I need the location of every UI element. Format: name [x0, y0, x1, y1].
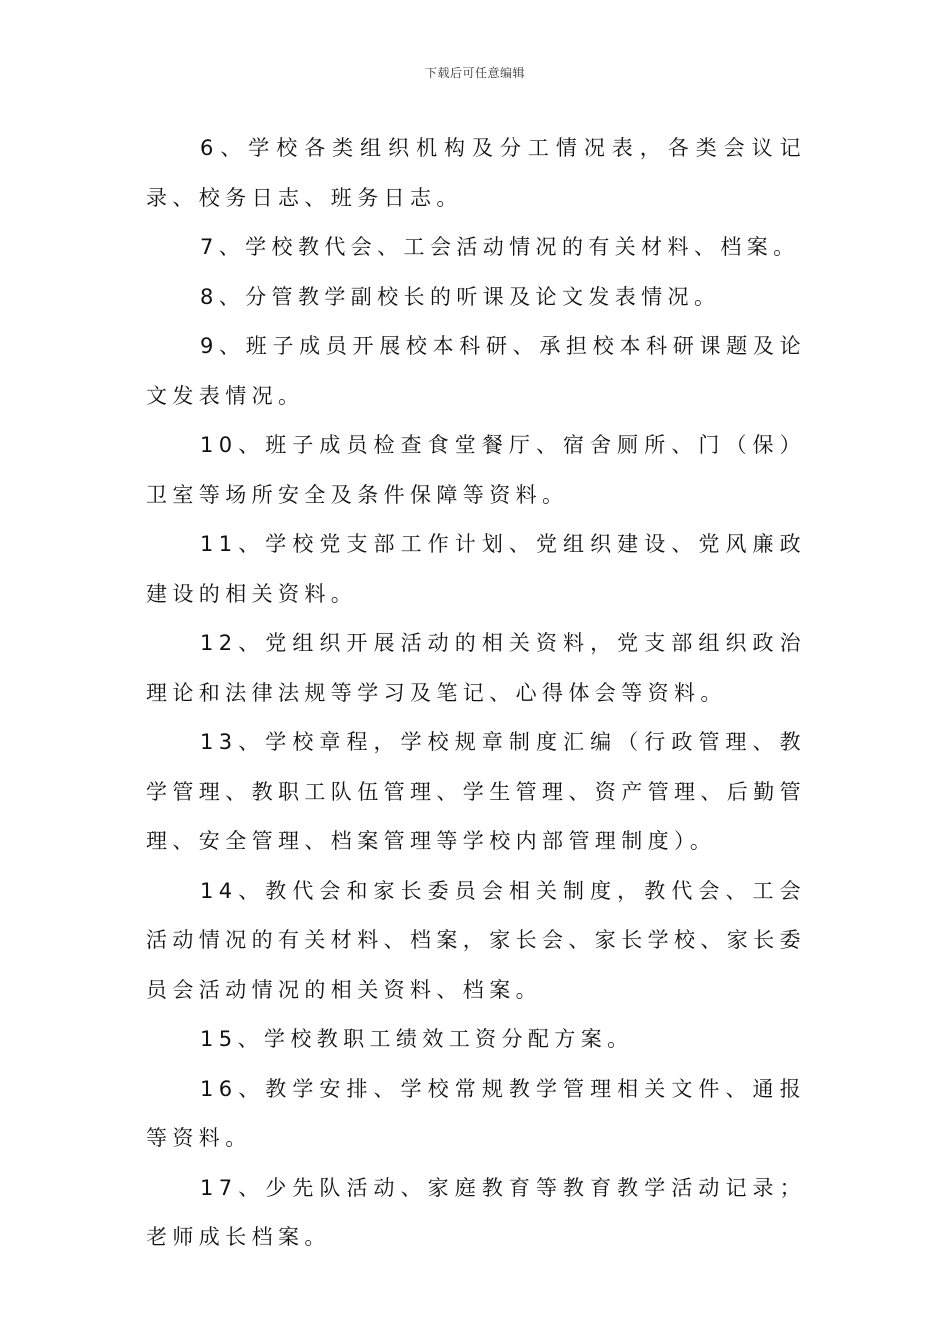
list-item: 12、党组织开展活动的相关资料，党支部组织政治理论和法律法规等学习及笔记、心得体会等资料。 — [146, 631, 806, 705]
document-body — [146, 124, 806, 1263]
list-item: 10、班子成员检查食堂餐厅、宿舍厕所、门（保）卫室等场所安全及条件保障等资料。 — [146, 433, 806, 507]
list-item: 17、少先队活动、家庭教育等教育教学活动记录；老师成长档案。 — [146, 1175, 806, 1249]
list-item: 13、学校章程，学校规章制度汇编（行政管理、教学管理、教职工队伍管理、学生管理、资产管理、后勤管理、安全管理、档案管理等学校内部管理制度）。 — [146, 730, 806, 853]
list-item: 15、学校教职工绩效工资分配方案。 — [200, 1027, 634, 1051]
list-item: 8、分管教学副校长的听课及论文发表情况。 — [200, 284, 721, 309]
list-item: 6、学校各类组织机构及分工情况表，各类会议记录、校务日志、班务日志。 — [146, 136, 806, 210]
list-item: 9、班子成员开展校本科研、承担校本科研课题及论文发表情况。 — [146, 334, 806, 408]
list-item: 11、学校党支部工作计划、党组织建设、党风廉政建设的相关资料。 — [146, 532, 806, 606]
list-item: 16、教学安排、学校常规教学管理相关文件、通报等资料。 — [146, 1076, 806, 1150]
list-item: 14、教代会和家长委员会相关制度，教代会、工会活动情况的有关材料、档案，家长会、家长学校、家长委员会活动情况的相关资料、档案。 — [146, 878, 806, 1002]
header-note: 下载后可任意编辑 — [424, 66, 525, 80]
list-item: 7、学校教代会、工会活动情况的有关材料、档案。 — [200, 235, 800, 259]
